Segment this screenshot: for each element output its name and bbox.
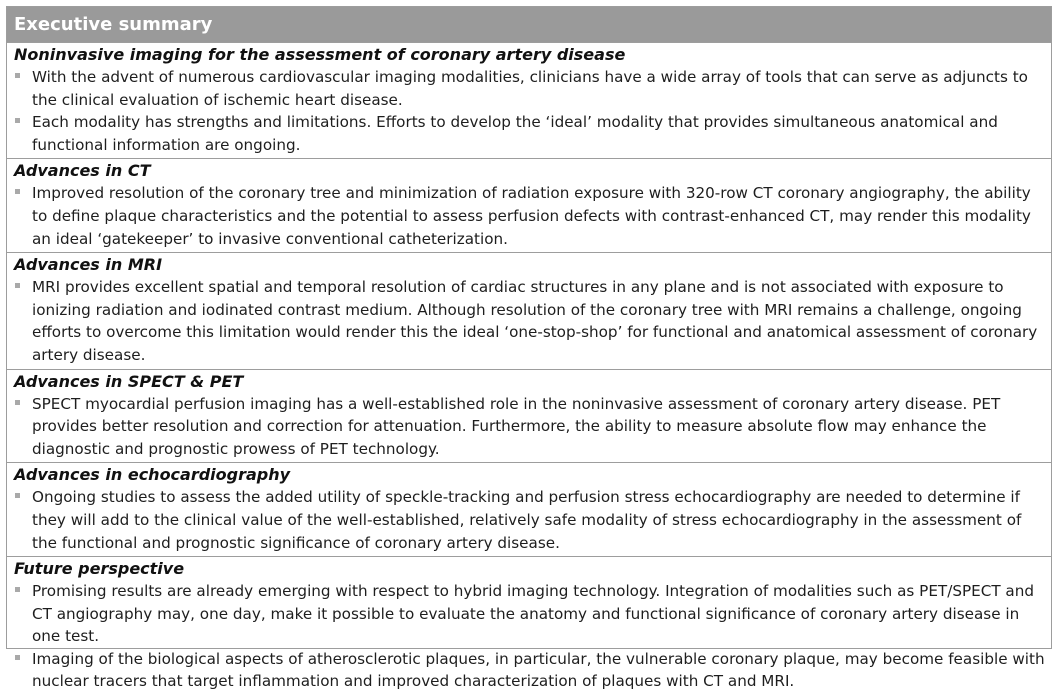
bullet-text: Promising results are already emerging with respect to hybrid imaging technology. Integration of modalities such as PET/SPECT and CT angiography may, one day, make it possible to evaluate the anatomy and functional significance of coronary artery disease in one test. (32, 582, 1035, 646)
bullet-item (14, 486, 1045, 554)
square-bullet-icon (15, 400, 20, 405)
bullet-text: MRI provides excellent spatial and temporal resolution of cardiac structures in any plane and is not associated with exposure to ionizing radiation and iodinated contrast medium. Although resolution of the coronary tree with MRI remains a challenge, ongoing efforts to overcome this limitation would render this the ideal ‘one-stop-shop’ for functional and anatomical assessment of coronary artery disease. (32, 278, 1038, 364)
section-noninvasive-imaging (7, 42, 1051, 158)
summary-header-title: Executive summary (7, 7, 1051, 42)
bullet-text: Improved resolution of the coronary tree and minimization of radiation exposure with 320-row CT coronary angiography, the ability to define plaque characteristics and the potential to assess perfusion defects with contrast-enhanced CT, may render this modality an ideal ‘gatekeeper’ to invasive conventional catheterization. (32, 184, 1031, 248)
section-future-perspective (7, 556, 1051, 695)
section-title: Advances in MRI (14, 255, 163, 275)
section-advances-mri (7, 252, 1051, 368)
square-bullet-icon (15, 493, 20, 498)
bullet-item (14, 393, 1045, 461)
bullet-text: With the advent of numerous cardiovascular imaging modalities, clinicians have a wide array of tools that can serve as adjuncts to the clinical evaluation of ischemic heart disease. (32, 68, 1028, 109)
bullet-item (14, 648, 1045, 693)
section-advances-ct (7, 158, 1051, 252)
bullet-text: Ongoing studies to assess the added utility of speckle-tracking and perfusion stress echocardiography are needed to determine if they will add to the clinical value of the well-established, relatively safe modality of stress echocardiography in the assessment of the functional and prognostic significance of coronary artery disease. (32, 488, 1022, 552)
bullet-text: SPECT myocardial perfusion imaging has a well-established role in the noninvasive assessment of coronary artery disease. PET provides better resolution and correction for attenuation. Furthermore, the ability to measure absolute flow may enhance the diagnostic and prognostic prowess of PET technology. (32, 394, 1001, 458)
bullet-text: Each modality has strengths and limitations. Efforts to develop the ‘ideal’ modality that provides simultaneous anatomical and functional information are ongoing. (32, 113, 998, 154)
square-bullet-icon (15, 283, 20, 288)
square-bullet-icon (15, 73, 20, 78)
section-advances-spect-pet (7, 369, 1051, 463)
square-bullet-icon (15, 587, 20, 592)
bullet-item (14, 111, 1045, 156)
section-title: Advances in CT (14, 161, 151, 181)
square-bullet-icon (15, 189, 20, 194)
square-bullet-icon (15, 655, 20, 660)
section-title: Future perspective (14, 559, 185, 579)
section-advances-echocardiography (7, 462, 1051, 556)
bullet-item (14, 182, 1045, 250)
square-bullet-icon (15, 118, 20, 123)
bullet-item (14, 66, 1045, 111)
section-title: Advances in SPECT & PET (14, 371, 244, 391)
bullet-item (14, 276, 1045, 366)
bullet-item (14, 580, 1045, 648)
executive-summary-box (6, 6, 1052, 691)
section-title: Advances in echocardiography (14, 465, 291, 485)
section-title: Noninvasive imaging for the assessment of coronary artery disease (14, 45, 626, 64)
bullet-text: Imaging of the biological aspects of atherosclerotic plaques, in particular, the vulnerable coronary plaque, may become feasible with nuclear tracers that target inflammation and improved characterization of plaques with CT and MRI. (32, 649, 1045, 691)
